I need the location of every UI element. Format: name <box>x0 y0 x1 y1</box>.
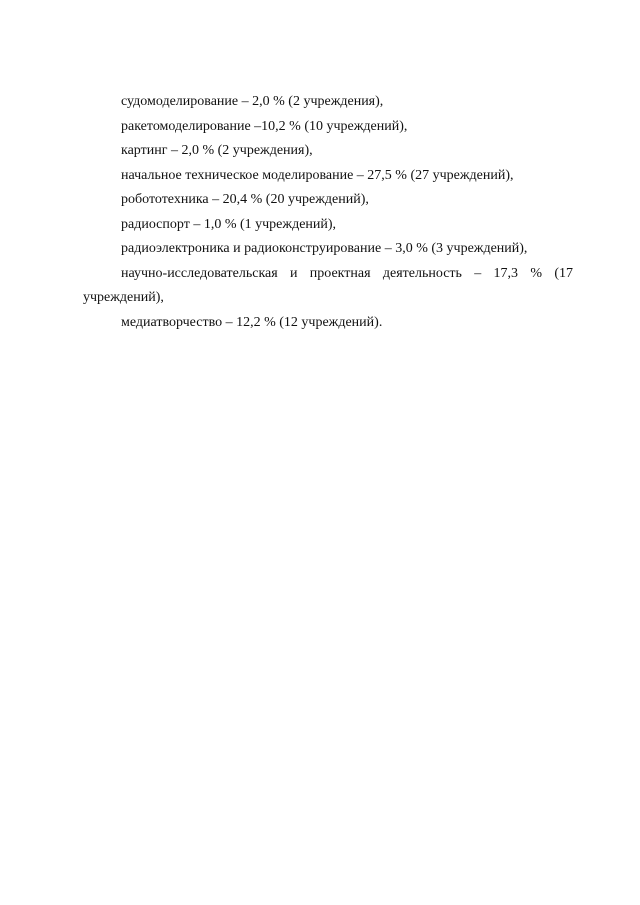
paragraph-karting: картинг – 2,0 % (2 учреждения), <box>121 143 313 158</box>
paragraph-rocket-modeling: ракетомоделирование –10,2 % (10 учреждений), <box>121 118 408 134</box>
paragraph-media-creativity: медиатворчество – 12,2 % (12 учреждений). <box>121 314 383 330</box>
paragraph-radioelectronics: радиоэлектроника и радиоконструирование – 3,0 % (3 учреждений), <box>121 241 528 256</box>
paragraph-research-projects: научно-исследовательская и проектная деятельность – 17,3 % (17 учреждений), <box>83 265 573 305</box>
paragraph-robotics: робототехника – 20,4 % (20 учреждений), <box>121 192 369 207</box>
document-body <box>83 90 573 335</box>
paragraph-ship-modeling: судомоделирование – 2,0 % (2 учреждения), <box>121 94 384 109</box>
paragraph-radiosport: радиоспорт – 1,0 % (1 учреждений), <box>121 216 337 232</box>
paragraph-technical-modeling: начальное техническое моделирование – 27,5 % (27 учреждений), <box>121 167 514 183</box>
